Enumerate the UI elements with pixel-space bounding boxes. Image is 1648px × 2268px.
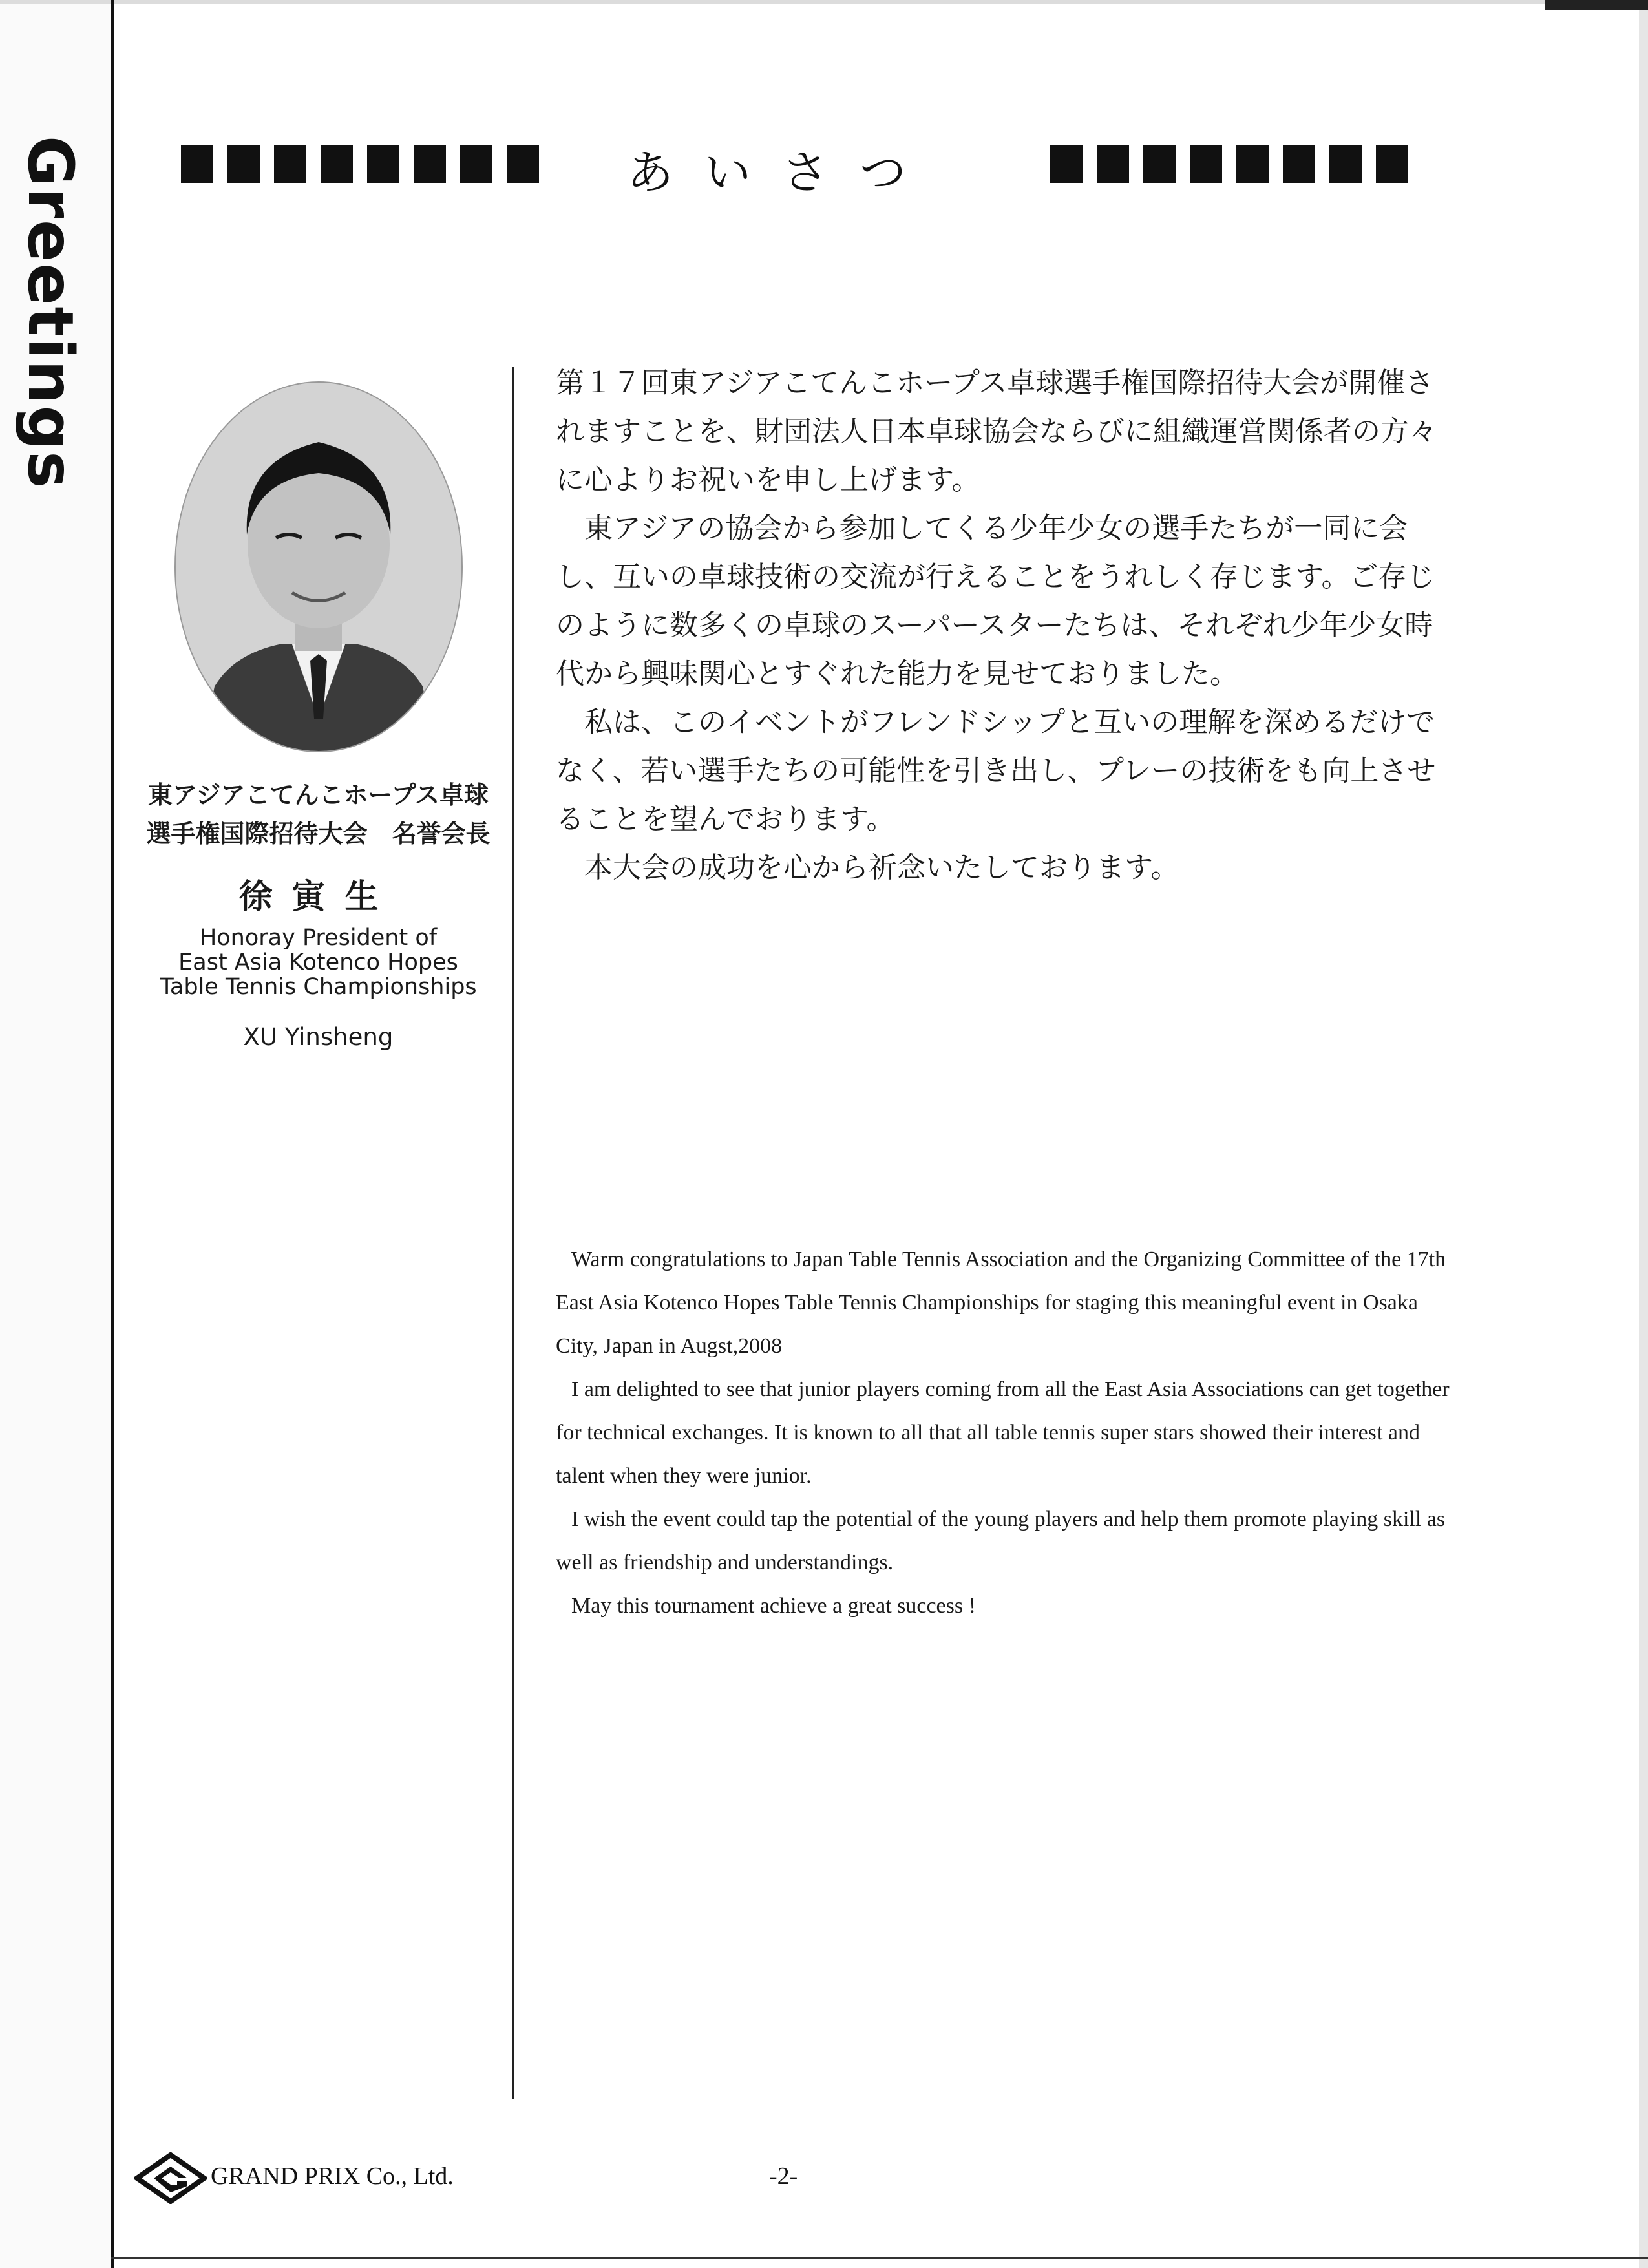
caption-en-line: East Asia Kotenco Hopes: [178, 949, 458, 975]
header-square: [227, 145, 260, 183]
header-square: [274, 145, 306, 183]
header-square: [1097, 145, 1129, 183]
header-square: [1190, 145, 1222, 183]
side-section-title: Greetings: [14, 136, 87, 490]
left-margin-rule: [111, 0, 114, 2268]
header-square: [1143, 145, 1176, 183]
page-heading: あいさつ: [627, 145, 938, 200]
caption-en-line: Table Tennis Championships: [160, 974, 477, 1000]
bottom-edge-rule: [111, 2257, 1648, 2259]
page-number: -2-: [769, 2163, 798, 2190]
grand-prix-logo-icon: [134, 2152, 207, 2204]
ja-paragraph: 私は、このイベントがフレンドシップと互いの理解を深めるだけでなく、若い選手たちの可能性を引き出し、プレーの技術をも向上させることを望んでおります。: [556, 706, 1436, 836]
header-square: [181, 145, 213, 183]
page-header: [174, 139, 1415, 200]
caption-ja-line: 東アジアこてんこホープス卓球: [147, 781, 489, 809]
caption-japanese-name: 徐寅生: [238, 878, 398, 917]
english-greeting-body: [556, 1238, 1457, 1627]
footer-company-name: GRAND PRIX Co., Ltd.: [211, 2163, 454, 2190]
caption-en-line: Honoray President of: [199, 925, 438, 951]
en-paragraph: Warm congratulations to Japan Table Tennis Association and the Organizing Committee of the 17th East Asia Kotenco Hopes Table Tennis Championships for staging this meaningful event in Osaka City, Japan in Augst,2008: [556, 1247, 1446, 1358]
header-squares-right: [1050, 145, 1408, 183]
header-square: [321, 145, 353, 183]
header-square: [1050, 145, 1083, 183]
header-square: [414, 145, 446, 183]
en-paragraph: May this tournament achieve a great success !: [571, 1594, 976, 1618]
portrait-photo: [174, 381, 463, 752]
header-square: [507, 145, 539, 183]
caption-english-name: XU Yinsheng: [243, 1023, 394, 1051]
caption-ja-line: 選手権国際招待大会 名誉会長: [146, 820, 491, 848]
header-squares-left: [181, 145, 539, 183]
header-square: [1376, 145, 1408, 183]
ja-paragraph: 第１７回東アジアこてんこホープス卓球選手権国際招待大会が開催されますことを、財団法人日本卓球協会ならびに組織運営関係者の方々に心よりお祝いを申し上げます。: [556, 366, 1437, 496]
header-square: [460, 145, 492, 183]
scan-top-edge: [0, 0, 1648, 4]
header-square: [367, 145, 399, 183]
en-paragraph: I am delighted to see that junior players coming from all the East Asia Associations can get together for technical exchanges. It is known to all that all table tennis super stars showed their interest and talent when they were junior.: [556, 1377, 1450, 1488]
header-square: [1329, 145, 1362, 183]
en-paragraph: I wish the event could tap the potential of the young players and help them promote playing skill as well as friendship and understandings.: [556, 1507, 1446, 1574]
caption-english-title: [129, 926, 507, 999]
header-square: [1236, 145, 1269, 183]
japanese-greeting-body: [556, 359, 1461, 892]
caption-japanese-title: [129, 776, 507, 853]
ja-paragraph: 東アジアの協会から参加してくる少年少女の選手たちが一同に会し、互いの卓球技術の交流が行えることをうれしく存じます。ご存じのように数多くの卓球のスーパースターたちは、それぞれ少年少女時代から興味関心とすぐれた能力を見せておりました。: [556, 512, 1435, 690]
ja-paragraph: 本大会の成功を心から祈念いたしております。: [584, 851, 1179, 884]
header-square: [1283, 145, 1315, 183]
scan-corner-mark: [1545, 0, 1648, 10]
column-divider: [512, 367, 514, 2099]
scan-right-edge: [1639, 0, 1648, 2268]
